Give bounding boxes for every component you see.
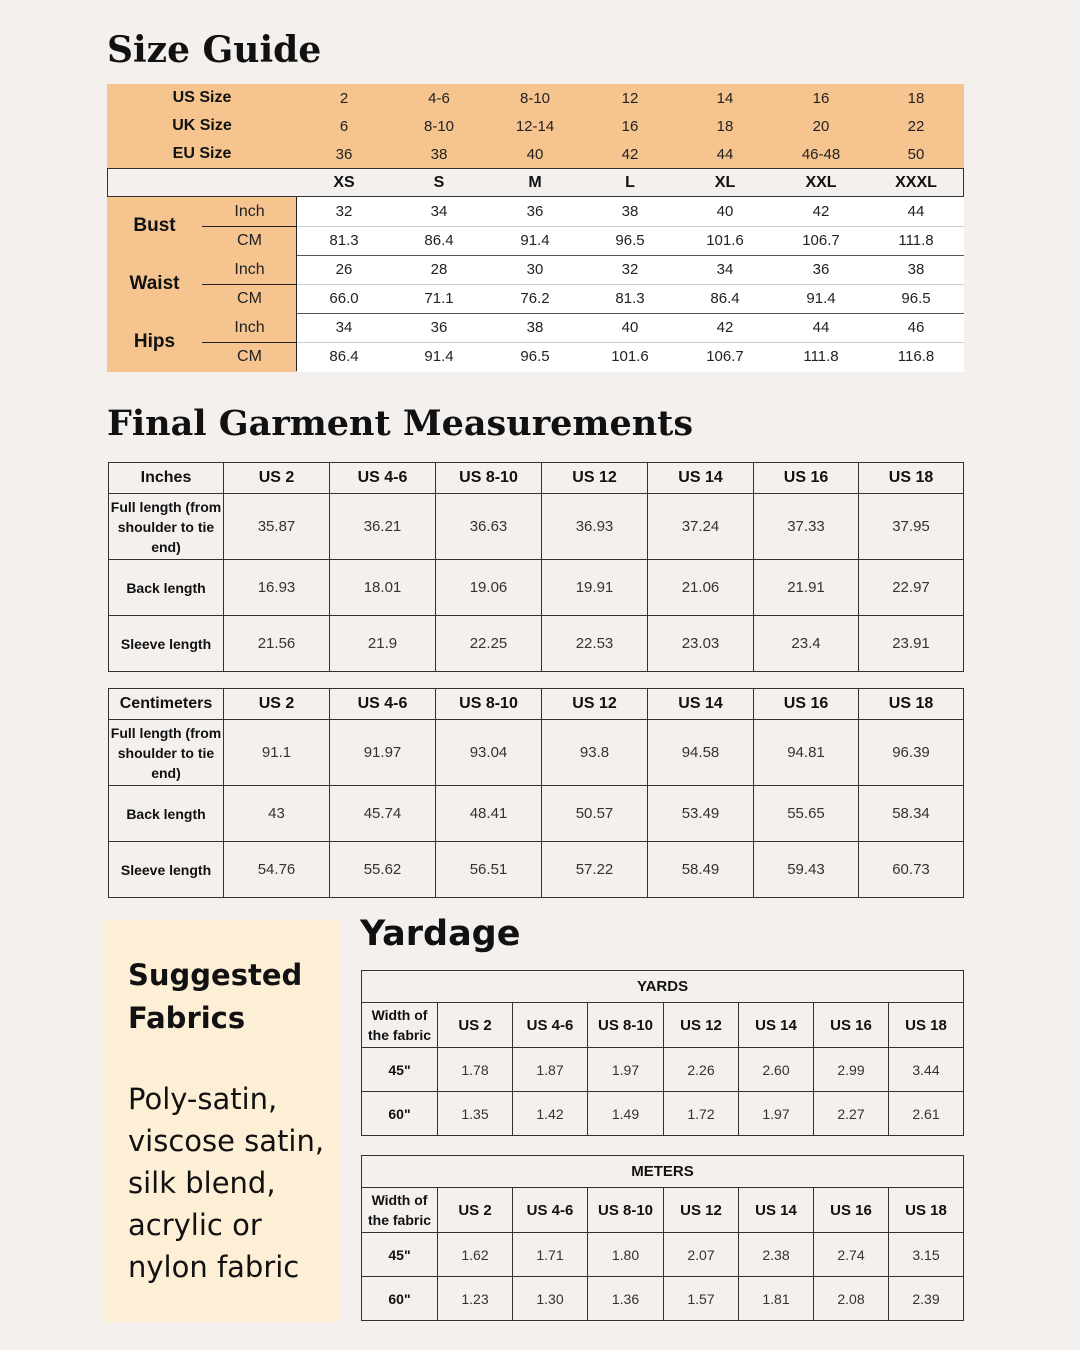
suggested-fabrics-heading: Suggested Fabrics [128, 958, 303, 1035]
inch-value: 36 [430, 319, 448, 336]
size-column-header: US 2 [224, 689, 330, 720]
measurement-value: 22.53 [542, 616, 648, 672]
size-column-header: US 18 [859, 689, 964, 720]
measurement-value: 22.97 [859, 560, 964, 616]
unit-label-cm: CM [237, 289, 262, 307]
yardage-value: 2.08 [814, 1277, 889, 1321]
measurement-value: 50.57 [542, 786, 648, 842]
yardage-value: 2.99 [814, 1048, 889, 1092]
row-label: Full length (from shoulder to tie end) [109, 720, 224, 786]
measurement-value: 58.34 [859, 786, 964, 842]
inch-value: 44 [812, 319, 830, 336]
yardage-value: 1.72 [664, 1092, 739, 1136]
yardage-value: 1.57 [664, 1277, 739, 1321]
yardage-value: 1.35 [438, 1092, 513, 1136]
size-value: 8-10 [423, 117, 455, 135]
size-column-header: US 12 [664, 1188, 739, 1233]
unit-label-inch: Inch [234, 202, 265, 220]
inch-value: 36 [812, 261, 830, 278]
letter-size: XXL [805, 173, 837, 191]
size-value: 44 [716, 145, 734, 163]
size-column-header: US 16 [754, 463, 859, 494]
yardage-value: 1.97 [588, 1048, 664, 1092]
size-column-header: US 12 [542, 689, 648, 720]
yardage-value: 3.44 [889, 1048, 964, 1092]
size-column-header: US 4-6 [330, 689, 436, 720]
size-column-header: US 18 [889, 1003, 964, 1048]
table-row [362, 1092, 964, 1136]
measurement-value: 37.24 [648, 494, 754, 560]
cm-value: 101.6 [611, 348, 649, 365]
table-row [109, 494, 964, 560]
measurement-name: Bust [133, 215, 176, 236]
inch-value: 34 [430, 203, 448, 220]
yardage-value: 1.23 [438, 1277, 513, 1321]
size-column-header: US 14 [739, 1188, 814, 1233]
size-column-header: US 2 [438, 1188, 513, 1233]
letter-size: XS [333, 173, 355, 191]
measurement-value: 21.06 [648, 560, 754, 616]
table-row [109, 842, 964, 898]
measurement-value: 94.58 [648, 720, 754, 786]
inch-value: 40 [716, 203, 734, 220]
yardage-value: 1.36 [588, 1277, 664, 1321]
cm-value: 76.2 [520, 290, 550, 307]
cm-value: 86.4 [710, 290, 740, 307]
table-row [109, 560, 964, 616]
measurement-value: 45.74 [330, 786, 436, 842]
fabric-width-label: 60" [362, 1092, 438, 1136]
size-value: 22 [907, 117, 925, 135]
measurement-value: 94.81 [754, 720, 859, 786]
size-value: 12 [621, 89, 639, 107]
measurement-value: 60.73 [859, 842, 964, 898]
measurement-value: 58.49 [648, 842, 754, 898]
measurement-value: 43 [224, 786, 330, 842]
unit-title-row [362, 971, 964, 1003]
size-column-header: US 2 [438, 1003, 513, 1048]
header-row [109, 463, 964, 494]
yardage-value: 1.62 [438, 1233, 513, 1277]
size-value: 18 [716, 117, 734, 135]
size-value: 20 [812, 117, 830, 135]
size-column-header: US 8-10 [588, 1188, 664, 1233]
measurement-value: 59.43 [754, 842, 859, 898]
inch-value: 32 [621, 261, 639, 278]
size-column-header: US 8-10 [436, 463, 542, 494]
yardage-value: 2.74 [814, 1233, 889, 1277]
size-column-header: US 2 [224, 463, 330, 494]
table-row [109, 720, 964, 786]
measurement-value: 56.51 [436, 842, 542, 898]
measurement-value: 19.06 [436, 560, 542, 616]
row-label: Back length [109, 786, 224, 842]
row-divider [297, 313, 964, 314]
final-garment-inches-table [108, 462, 964, 672]
size-value: 46-48 [801, 145, 841, 163]
row-divider [297, 284, 964, 285]
size-system-label: UK Size [172, 117, 232, 134]
size-column-header: US 4-6 [513, 1188, 588, 1233]
cm-value: 91.4 [806, 290, 836, 307]
unit-header: Inches [109, 463, 224, 494]
fabric-width-label: 60" [362, 1277, 438, 1321]
inch-value: 42 [716, 319, 734, 336]
cm-value: 101.6 [706, 232, 744, 249]
measurement-value: 57.22 [542, 842, 648, 898]
size-value: 14 [716, 89, 734, 107]
unit-label-cm: CM [237, 347, 262, 365]
measurement-value: 54.76 [224, 842, 330, 898]
size-value: 40 [526, 145, 544, 163]
inch-value: 40 [621, 319, 639, 336]
measurement-value: 36.21 [330, 494, 436, 560]
cm-value: 116.8 [897, 348, 935, 365]
yardage-value: 2.38 [739, 1233, 814, 1277]
inch-value: 36 [526, 203, 544, 220]
table-row [109, 786, 964, 842]
measurement-value: 21.91 [754, 560, 859, 616]
size-value: 18 [907, 89, 925, 107]
cm-value: 81.3 [329, 232, 359, 249]
measurement-value: 23.91 [859, 616, 964, 672]
unit-title-row [362, 1156, 964, 1188]
yardage-value: 2.26 [664, 1048, 739, 1092]
row-divider [297, 226, 964, 227]
yardage-value: 1.78 [438, 1048, 513, 1092]
measurement-name: Hips [133, 331, 176, 352]
inch-value: 26 [335, 261, 353, 278]
size-column-header: US 16 [814, 1188, 889, 1233]
measurement-value: 19.91 [542, 560, 648, 616]
inch-value: 42 [812, 203, 830, 220]
letter-size: XXXL [895, 173, 937, 191]
size-column-header: US 16 [754, 689, 859, 720]
unit-label-cm: CM [237, 231, 262, 249]
row-label: Sleeve length [109, 616, 224, 672]
size-system-label: US Size [172, 89, 232, 106]
size-column-header: US 18 [889, 1188, 964, 1233]
row-label: Sleeve length [109, 842, 224, 898]
size-value: 38 [430, 145, 448, 163]
inch-value: 46 [907, 319, 925, 336]
size-column-header: US 4-6 [330, 463, 436, 494]
cm-value: 91.4 [424, 348, 454, 365]
cm-value: 96.5 [615, 232, 645, 249]
table-row [362, 1277, 964, 1321]
measurement-value: 48.41 [436, 786, 542, 842]
unit-label-inch: Inch [234, 260, 265, 278]
size-value: 42 [621, 145, 639, 163]
size-column-header: US 8-10 [588, 1003, 664, 1048]
unit-header: Centimeters [109, 689, 224, 720]
unit-divider [202, 342, 297, 343]
inch-value: 28 [430, 261, 448, 278]
cm-value: 86.4 [424, 232, 454, 249]
cm-value: 106.7 [706, 348, 744, 365]
width-header: Width of the fabric [362, 1188, 438, 1233]
yardage-value: 1.87 [513, 1048, 588, 1092]
inch-value: 30 [526, 261, 544, 278]
measurement-value: 55.62 [330, 842, 436, 898]
cm-value: 106.7 [802, 232, 840, 249]
size-column-header: US 4-6 [513, 1003, 588, 1048]
measurement-value: 21.9 [330, 616, 436, 672]
measurement-value: 23.4 [754, 616, 859, 672]
header-row [362, 1188, 964, 1233]
cm-value: 81.3 [615, 290, 645, 307]
size-value: 50 [907, 145, 925, 163]
yardage-value: 2.61 [889, 1092, 964, 1136]
measurement-value: 55.65 [754, 786, 859, 842]
cm-value: 111.8 [898, 232, 934, 249]
cm-value: 86.4 [329, 348, 359, 365]
measurement-value: 91.1 [224, 720, 330, 786]
letter-size: L [625, 173, 635, 191]
measurement-value: 22.25 [436, 616, 542, 672]
final-garment-cm-table [108, 688, 964, 898]
letter-size: S [433, 173, 445, 191]
yardage-value: 2.27 [814, 1092, 889, 1136]
size-column-header: US 8-10 [436, 689, 542, 720]
yardage-value: 1.71 [513, 1233, 588, 1277]
cm-value: 96.5 [520, 348, 550, 365]
yardage-value: 1.49 [588, 1092, 664, 1136]
size-value: 16 [812, 89, 830, 107]
width-header: Width of the fabric [362, 1003, 438, 1048]
size-value: 6 [339, 117, 349, 135]
yardage-value: 1.42 [513, 1092, 588, 1136]
measurement-value: 37.33 [754, 494, 859, 560]
cm-value: 66.0 [329, 290, 359, 307]
row-divider [297, 342, 964, 343]
inch-value: 44 [907, 203, 925, 220]
table-row [362, 1233, 964, 1277]
cm-value: 111.8 [803, 348, 839, 365]
measurement-value: 36.63 [436, 494, 542, 560]
row-label: Full length (from shoulder to tie end) [109, 494, 224, 560]
unit-divider [202, 226, 297, 227]
measurement-value: 53.49 [648, 786, 754, 842]
yardage-meters-table [361, 1155, 964, 1321]
yardage-value: 1.97 [739, 1092, 814, 1136]
measurement-value: 18.01 [330, 560, 436, 616]
inch-value: 32 [335, 203, 353, 220]
yardage-value: 2.39 [889, 1277, 964, 1321]
yardage-yards-table [361, 970, 964, 1136]
size-value: 12-14 [515, 117, 555, 135]
size-value: 8-10 [519, 89, 551, 107]
measurement-value: 93.04 [436, 720, 542, 786]
measurement-name: Waist [129, 273, 180, 294]
measurement-value: 93.8 [542, 720, 648, 786]
row-divider [297, 255, 964, 256]
size-value: 16 [621, 117, 639, 135]
inch-value: 34 [335, 319, 353, 336]
size-value: 36 [335, 145, 353, 163]
size-column-header: US 16 [814, 1003, 889, 1048]
size-value: 4-6 [428, 89, 450, 107]
yardage-value: 1.80 [588, 1233, 664, 1277]
cm-value: 91.4 [520, 232, 550, 249]
suggested-fabrics-panel [104, 920, 339, 1322]
unit-divider [202, 284, 297, 285]
size-system-label: EU Size [172, 145, 232, 162]
size-column-header: US 14 [739, 1003, 814, 1048]
header-row [109, 689, 964, 720]
measurement-value: 91.97 [330, 720, 436, 786]
size-guide-table [107, 84, 964, 372]
yardage-value: 3.15 [889, 1233, 964, 1277]
letter-size: M [528, 173, 542, 191]
size-column-header: US 14 [648, 689, 754, 720]
size-column-header: US 14 [648, 463, 754, 494]
unit-label-inch: Inch [234, 318, 265, 336]
cm-value: 71.1 [424, 290, 454, 307]
measurement-value: 35.87 [224, 494, 330, 560]
table-row [362, 1048, 964, 1092]
yardage-value: 1.81 [739, 1277, 814, 1321]
table-row [109, 616, 964, 672]
row-label: Back length [109, 560, 224, 616]
fabric-width-label: 45" [362, 1233, 438, 1277]
unit-title: METERS [362, 1156, 964, 1188]
measurement-value: 23.03 [648, 616, 754, 672]
measurement-value: 21.56 [224, 616, 330, 672]
yardage-value: 2.07 [664, 1233, 739, 1277]
measurement-value: 16.93 [224, 560, 330, 616]
fabric-width-label: 45" [362, 1048, 438, 1092]
inch-value: 38 [621, 203, 639, 220]
header-row [362, 1003, 964, 1048]
yardage-title: Yardage [360, 914, 521, 954]
size-guide-title: Size Guide [107, 29, 322, 71]
inch-value: 38 [907, 261, 925, 278]
size-column-header: US 18 [859, 463, 964, 494]
inch-value: 34 [716, 261, 734, 278]
measurement-value: 37.95 [859, 494, 964, 560]
measurement-value: 96.39 [859, 720, 964, 786]
measurement-value: 36.93 [542, 494, 648, 560]
cm-value: 96.5 [901, 290, 931, 307]
letter-size: XL [714, 173, 736, 191]
yardage-value: 2.60 [739, 1048, 814, 1092]
size-column-header: US 12 [664, 1003, 739, 1048]
yardage-value: 1.30 [513, 1277, 588, 1321]
unit-title: YARDS [362, 971, 964, 1003]
size-column-header: US 12 [542, 463, 648, 494]
final-garment-title: Final Garment Measurements [107, 403, 694, 444]
suggested-fabrics-text: Poly-satin, viscose satin, silk blend, acrylic or nylon fabric [128, 1082, 325, 1284]
size-value: 2 [339, 89, 349, 107]
inch-value: 38 [526, 319, 544, 336]
